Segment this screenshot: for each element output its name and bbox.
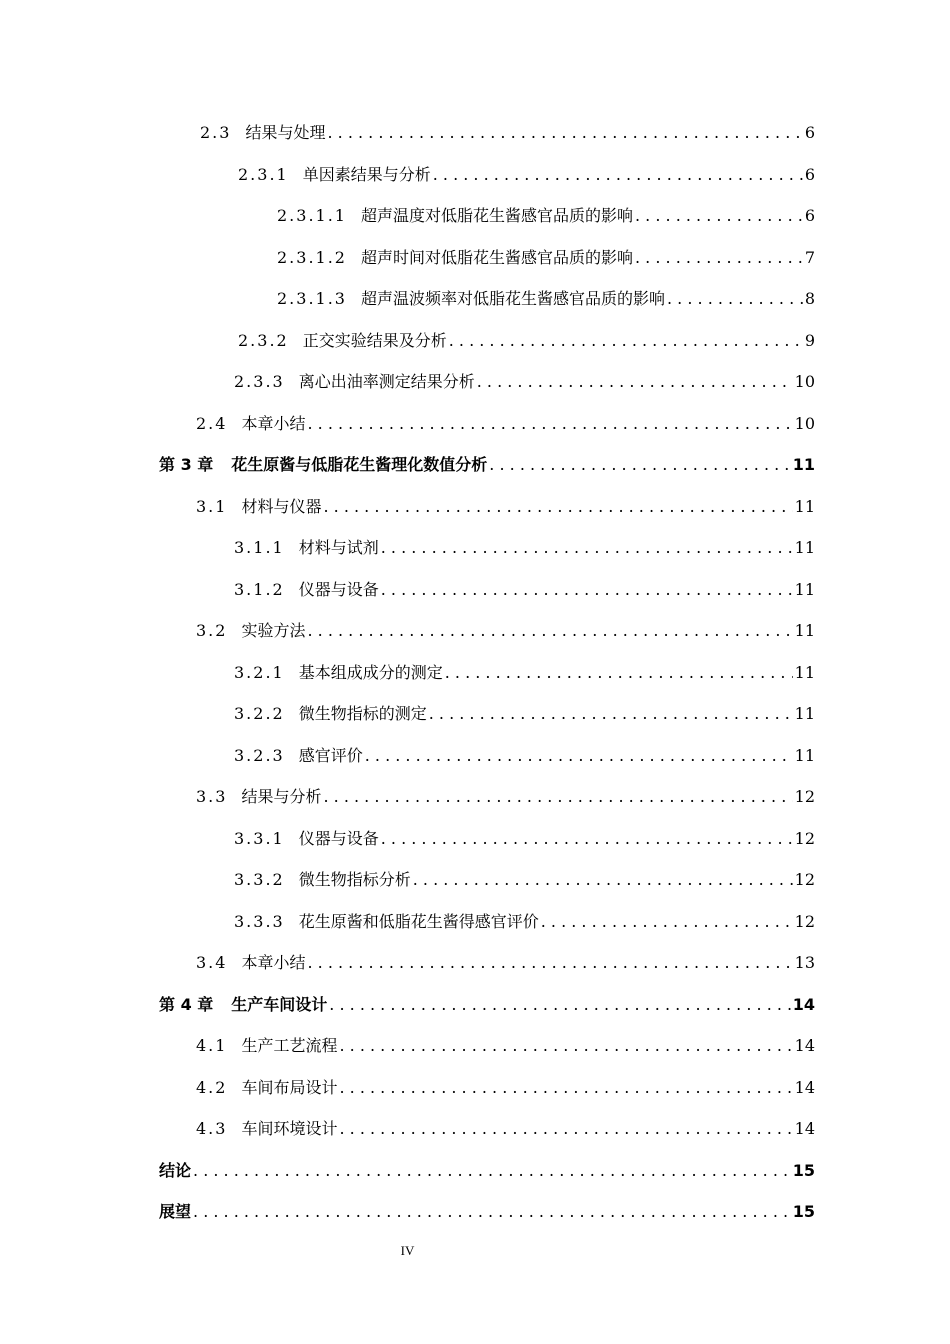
toc-entry-number: 2.3.1.2 (277, 248, 347, 267)
dot-leader (339, 1118, 792, 1140)
toc-entry-page: 10 (794, 372, 815, 391)
toc-entry-page: 6 (804, 206, 815, 225)
toc-entry-title: 感官评价 (298, 746, 363, 765)
toc-entry[interactable] (277, 243, 815, 269)
dot-leader (541, 911, 793, 933)
toc-entry-title: 花生原酱和低脂花生酱得感官评价 (298, 912, 539, 931)
toc-entry-number: 2.3 (200, 123, 232, 142)
toc-entry-title: 本章小结 (241, 953, 306, 972)
toc-entry-title: 超声时间对低脂花生酱感官品质的影响 (360, 248, 633, 267)
dot-leader (477, 371, 793, 393)
toc-entry-number: 4.1 (196, 1036, 228, 1055)
dot-leader (307, 952, 792, 974)
dot-leader (433, 164, 803, 186)
toc-entry[interactable] (238, 160, 815, 186)
toc-entry-number: 3.2 (196, 621, 228, 640)
toc-entry[interactable] (234, 865, 815, 891)
toc-entry-title: 结论 (159, 1161, 192, 1180)
toc-entry-title: 仪器与设备 (298, 829, 379, 848)
toc-entry-page: 15 (792, 1202, 815, 1221)
page-footer (0, 1243, 815, 1259)
toc-entry-title: 材料与试剂 (298, 538, 379, 557)
toc-entry[interactable] (234, 533, 815, 559)
dot-leader (445, 662, 793, 684)
toc-entry-page: 11 (794, 663, 815, 682)
toc-entry[interactable] (277, 201, 815, 227)
toc-entry-page: 14 (794, 1078, 815, 1097)
toc-entry-page: 11 (794, 580, 815, 599)
dot-leader (635, 247, 803, 269)
dot-leader (329, 994, 790, 1016)
dot-leader (381, 579, 793, 601)
toc-entry-number: 3.3.1 (234, 829, 285, 848)
toc-entry-title: 超声温度对低脂花生酱感官品质的影响 (360, 206, 633, 225)
dot-leader (635, 205, 803, 227)
toc-entry-title: 单因素结果与分析 (302, 165, 431, 184)
toc-entry-page: 11 (794, 704, 815, 723)
toc-entry-title: 本章小结 (241, 414, 306, 433)
toc-entry-title: 超声温波频率对低脂花生酱感官品质的影响 (360, 289, 665, 308)
dot-leader (327, 122, 802, 144)
toc-entry-title: 结果与处理 (245, 123, 326, 142)
toc-entry-title: 生产车间设计 (231, 995, 328, 1014)
toc-entry-title: 仪器与设备 (298, 580, 379, 599)
dot-leader (339, 1077, 792, 1099)
toc-entry-page: 14 (792, 995, 815, 1014)
toc-entry-number: 2.3.2 (238, 331, 289, 350)
toc-entry-number: 3.2.2 (234, 704, 285, 723)
dot-leader (429, 703, 793, 725)
toc-entry-page: 14 (794, 1119, 815, 1138)
toc-entry-page: 11 (792, 455, 815, 474)
toc-entry-page: 15 (792, 1161, 815, 1180)
toc-entry-title: 实验方法 (241, 621, 306, 640)
toc-entry-page: 11 (794, 497, 815, 516)
toc-entry-number: 4.2 (196, 1078, 228, 1097)
toc-entry-page: 12 (794, 870, 815, 889)
toc-entry-number: 3.3.3 (234, 912, 285, 931)
toc-entry[interactable] (234, 699, 815, 725)
toc-entry-page: 11 (794, 538, 815, 557)
toc-entry-number: 2.3.1 (238, 165, 289, 184)
toc-entry-number: 3.1.1 (234, 538, 285, 557)
toc-entry[interactable] (234, 741, 815, 767)
dot-leader (381, 537, 793, 559)
dot-leader (307, 413, 792, 435)
dot-leader (339, 1035, 792, 1057)
dot-leader (323, 786, 792, 808)
toc-entry[interactable] (234, 907, 815, 933)
toc-entry-page: 7 (804, 248, 815, 267)
page-number-roman: IV (400, 1243, 415, 1258)
toc-entry-page: 10 (794, 414, 815, 433)
toc-entry-page: 12 (794, 829, 815, 848)
dot-leader (381, 828, 793, 850)
toc-entry-title: 生产工艺流程 (241, 1036, 338, 1055)
dot-leader (307, 620, 792, 642)
toc-entry[interactable] (196, 492, 815, 518)
dot-leader (449, 330, 803, 352)
toc-entry-page: 11 (794, 746, 815, 765)
toc-chapter-entry[interactable] (159, 1156, 815, 1182)
toc-entry-page: 9 (804, 331, 815, 350)
toc-entry-title: 车间布局设计 (241, 1078, 338, 1097)
dot-leader (323, 496, 792, 518)
toc-entry[interactable] (234, 824, 815, 850)
toc-chapter-entry[interactable] (159, 450, 815, 476)
dot-leader (193, 1201, 791, 1223)
toc-entry-number: 3.3.2 (234, 870, 285, 889)
toc-entry-title: 展望 (159, 1202, 192, 1221)
toc-entry-title: 正交实验结果及分析 (302, 331, 447, 350)
toc-entry-number: 3.1 (196, 497, 228, 516)
toc-entry-title: 微生物指标的测定 (298, 704, 427, 723)
toc-entry-page: 13 (794, 953, 815, 972)
toc-entry-number: 2.3.3 (234, 372, 285, 391)
toc-entry-number: 4.3 (196, 1119, 228, 1138)
toc-entry-page: 14 (794, 1036, 815, 1055)
toc-entry-title: 基本组成成分的测定 (298, 663, 443, 682)
toc-chapter-entry[interactable] (159, 1197, 815, 1223)
toc-entry-number: 第 3 章 (159, 455, 214, 474)
toc-entry-number: 第 4 章 (159, 995, 214, 1014)
toc-entry-number: 3.3 (196, 787, 228, 806)
dot-leader (489, 454, 790, 476)
toc-entry-number: 3.2.1 (234, 663, 285, 682)
toc-entry-number: 3.1.2 (234, 580, 285, 599)
dot-leader (193, 1160, 791, 1182)
toc-entry-number: 3.4 (196, 953, 228, 972)
dot-leader (365, 745, 793, 767)
toc-entry-page: 11 (794, 621, 815, 640)
toc-entry-number: 2.3.1.3 (277, 289, 347, 308)
toc-entry[interactable] (196, 948, 815, 974)
toc-entry[interactable] (234, 367, 815, 393)
toc-entry-number: 3.2.3 (234, 746, 285, 765)
toc-entry-title: 车间环境设计 (241, 1119, 338, 1138)
toc-entry-page: 12 (794, 787, 815, 806)
toc-entry-title: 材料与仪器 (241, 497, 322, 516)
toc-entry-title: 离心出油率测定结果分析 (298, 372, 475, 391)
toc-chapter-entry[interactable] (159, 990, 815, 1016)
toc-entry[interactable] (196, 782, 815, 808)
toc-entry-page: 6 (804, 165, 815, 184)
toc-entry[interactable] (234, 658, 815, 684)
toc-entry-number: 2.3.1.1 (277, 206, 347, 225)
toc-entry-page: 8 (804, 289, 815, 308)
dot-leader (667, 288, 803, 310)
toc-entry[interactable] (196, 1114, 815, 1140)
toc-entry[interactable] (238, 326, 815, 352)
toc-entry[interactable] (234, 575, 815, 601)
toc-entry-title: 花生原酱与低脂花生酱理化数值分析 (231, 455, 488, 474)
dot-leader (413, 869, 793, 891)
toc-entry[interactable] (196, 409, 815, 435)
toc-entry[interactable] (196, 1031, 815, 1057)
toc-entry-page: 6 (804, 123, 815, 142)
toc-entry-page: 12 (794, 912, 815, 931)
toc-entry[interactable] (196, 1073, 815, 1099)
toc-entry[interactable] (196, 616, 815, 642)
toc-entry[interactable] (200, 118, 815, 144)
toc-entry-number: 2.4 (196, 414, 228, 433)
toc-entry-title: 微生物指标分析 (298, 870, 411, 889)
toc-entry[interactable] (277, 284, 815, 310)
toc-entry-title: 结果与分析 (241, 787, 322, 806)
